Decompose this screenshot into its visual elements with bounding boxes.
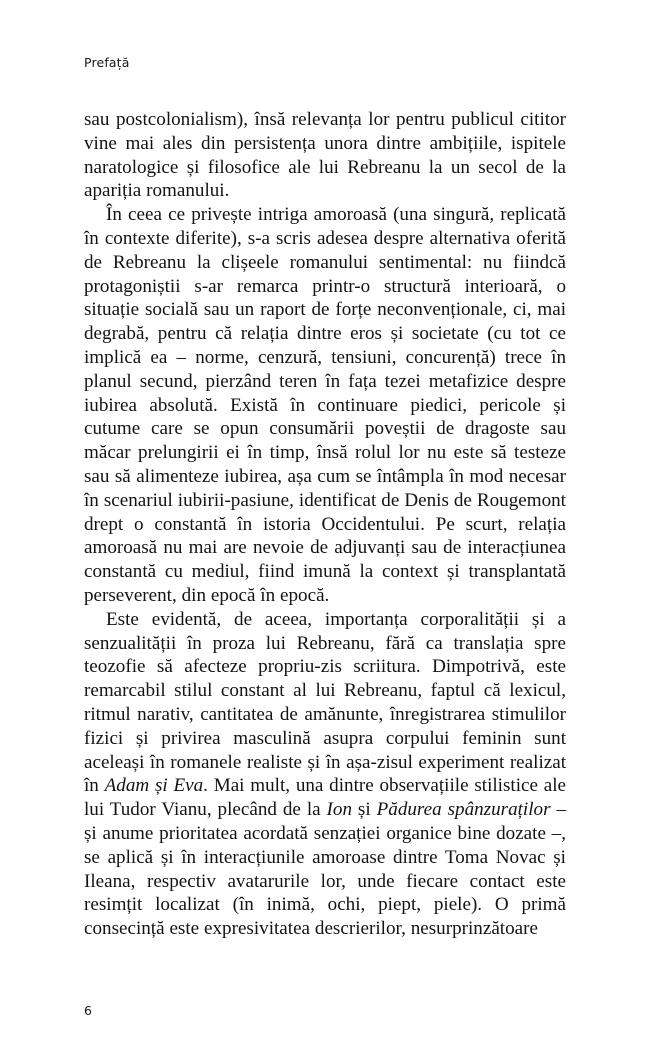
text-run: În ceea ce privește intriga amoroasă (una singură, replicată în contexte diferite), s-a scris adesea despre alternativa oferită de Rebreanu la clișeele romanului sentimental: nu fiindcă protagoniștii s-ar remarca printr-o structură interioară, o situație socială sau un raport de forțe neconvenționale, ci, mai degrabă, pentru că relația dintre eros și societate (cu tot ce implică ea – norme, cenzură, tensiuni, concurență) trece în planul secund, pierzând teren în fața tezei metafizice despre iubirea absolută. Există în continuare piedici, pericole și cutume care se opun consumării poveștii de dragoste sau măcar prelungirii ei în timp, însă rolul lor nu este să testeze sau să alimenteze iubirea, așa cum se întâmpla în mod necesar în scenariul iubirii-pasiune, identificat de Denis de Rougemont drept o constantă în istoria Occidentului. Pe scurt, relația amoroasă nu mai are nevoie de adjuvanți sau de interacțiunea constantă cu mediul, fiind imună la context și transplantată perseverent, din epocă în epocă. [84, 204, 566, 606]
italic-title: Adam și Eva [104, 775, 204, 797]
body-text-block [84, 108, 566, 941]
body-paragraph [84, 203, 566, 608]
text-run: . Mai mult, una dintre observațiile stilistice ale lui Tudor Vianu, plecând de la [84, 775, 567, 821]
running-header: Prefață [84, 55, 130, 70]
body-paragraph [84, 108, 566, 203]
body-paragraph [84, 608, 566, 941]
page-number: 6 [84, 1003, 92, 1018]
text-run: și [352, 799, 377, 821]
text-run: Este evidentă, de aceea, importanța corporalității și a senzualității în proza lui Rebreanu, fără ca translația spre teozofie să afecteze propriu-zis scriitura. Dimpotrivă, este remarcabil stilul constant al lui Rebreanu, faptul că lexicul, ritmul narativ, cantitatea de amănunte, înregistrarea stimulilor fizici și privirea masculină asupra corpului feminin sunt aceleași în romanele realiste și în așa-zisul experiment realizat în [84, 608, 566, 797]
italic-title: Pădurea spânzuraților [376, 799, 551, 821]
italic-title: Ion [326, 799, 352, 821]
text-run: – și anume prioritatea acordată senzației organice bine dozate –, se aplică și în interacțiunile amoroase dintre Toma Novac și Ileana, respectiv avatarurile lor, unde fiecare contact este resimțit localizat (în inimă, ochi, piept, piele). O primă consecință este expresivitatea descrierilor, nesurprinzătoare [84, 799, 566, 940]
text-run: sau postcolonialism), însă relevanța lor pentru publicul cititor vine mai ales din persistența unora dintre ambițiile, ispitele naratologice și filosofice ale lui Rebreanu la un secol de la apariția romanului. [84, 109, 566, 202]
